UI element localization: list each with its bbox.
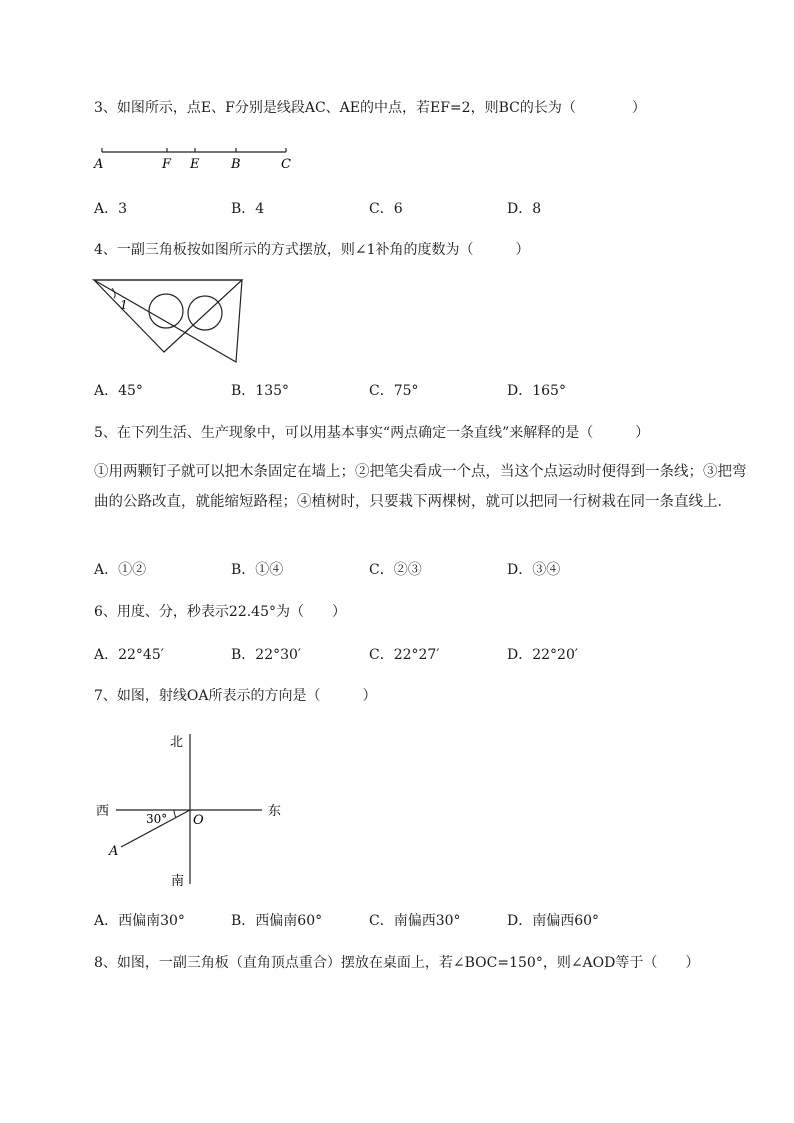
label-east: 东 (268, 804, 282, 819)
label-a: A (94, 157, 104, 172)
triangle-hole-left (149, 294, 183, 328)
q5-option-d[interactable]: D．③④ (507, 562, 561, 578)
label-west: 西 (96, 804, 110, 819)
q4-set-square-figure (90, 276, 250, 368)
triangle-hole-right (188, 296, 222, 330)
label-f: F (162, 157, 172, 172)
q3-segment-figure (88, 142, 308, 176)
q4-option-c[interactable]: C．75° (369, 383, 419, 399)
q4-stem: 4、一副三角板按如图所示的方式摆放，则∠1补角的度数为（ ） (94, 242, 530, 258)
label-e: E (190, 157, 200, 172)
q5-option-a[interactable]: A．①② (94, 562, 147, 578)
label-b: B (231, 157, 241, 172)
q4-option-b[interactable]: B．135° (231, 383, 290, 399)
q6-option-d[interactable]: D．22°20′ (507, 647, 579, 663)
triangle-45 (94, 280, 242, 352)
label-angle-30: 30° (146, 812, 168, 826)
label-north: 北 (170, 735, 184, 750)
label-angle-1: 1 (120, 298, 128, 312)
label-south: 南 (171, 874, 185, 889)
q5-option-b[interactable]: B．①④ (231, 562, 284, 578)
q8-stem: 8、如图，一副三角板（直角顶点重合）摆放在桌面上，若∠BOC=150°，则∠AOD等于（ ） (94, 955, 700, 971)
q6-option-b[interactable]: B．22°30′ (231, 647, 302, 663)
angle-30-arc (174, 810, 176, 818)
q6-option-a[interactable]: A．22°45′ (94, 647, 164, 663)
q5-stem: 5、在下列生活、生产现象中，可以用基本事实“两点确定一条直线”来解释的是（ ） (94, 425, 650, 441)
q7-option-c[interactable]: C．南偏西30° (369, 913, 461, 929)
q4-option-d[interactable]: D．165° (507, 383, 566, 399)
q6-option-c[interactable]: C．22°27′ (369, 647, 440, 663)
q7-option-a[interactable]: A．西偏南30° (94, 913, 185, 929)
q5-body: ①用两颗钉子就可以把木条固定在墙上；②把笔尖看成一个点，当这个点运动时便得到一条线；③把弯曲的公路改直，就能缩短路程；④植树时，只要栽下两棵树，就可以把同一行树栽在同一条直线上． (94, 464, 747, 510)
label-point-a: A (109, 844, 119, 859)
q5-option-c[interactable]: C．②③ (369, 562, 422, 578)
q3-stem: 3、如图所示，点E、F分别是线段AC、AE的中点，若EF=2，则BC的长为（ ） (94, 100, 646, 116)
q7-stem: 7、如图，射线OA所表示的方向是（ ） (94, 688, 377, 704)
q4-option-a[interactable]: A．45° (94, 383, 143, 399)
q3-option-b[interactable]: B．4 (231, 201, 265, 217)
label-c: C (281, 157, 291, 172)
q3-option-d[interactable]: D．8 (507, 201, 542, 217)
q3-option-a[interactable]: A．3 (94, 201, 128, 217)
q3-option-c[interactable]: C．6 (369, 201, 403, 217)
label-origin-o: O (193, 813, 204, 828)
q7-option-b[interactable]: B．西偏南60° (231, 913, 323, 929)
q6-stem: 6、用度、分，秒表示22.45°为（ ） (94, 604, 346, 620)
q7-compass-figure (90, 728, 300, 890)
angle-1-arc (112, 288, 115, 298)
q7-option-d[interactable]: D．南偏西60° (507, 913, 600, 929)
